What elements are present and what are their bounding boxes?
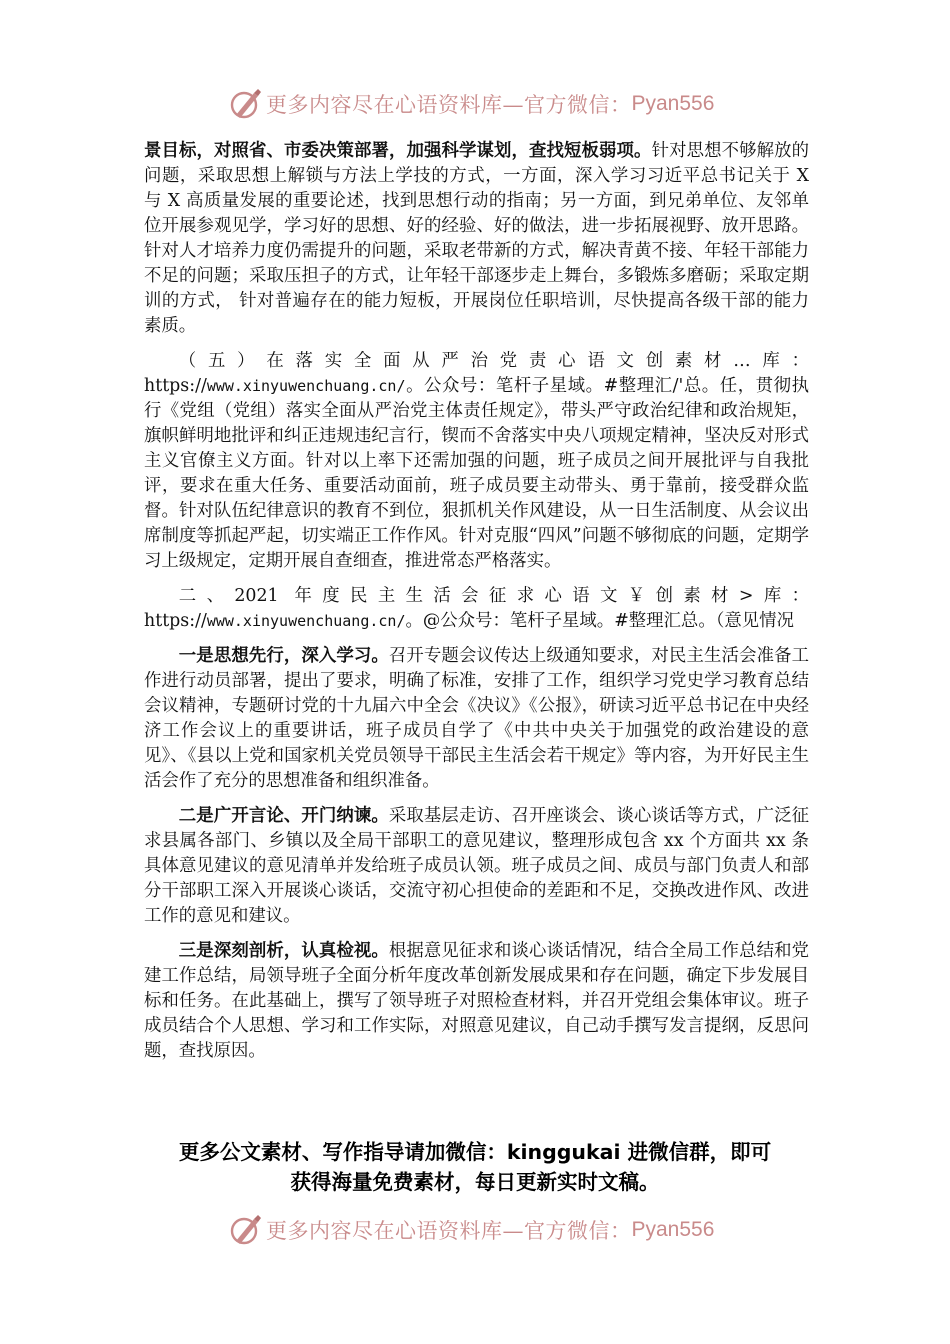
paragraph-1-bold: 景目标，对照省、市委决策部署，加强科学谋划，查找短板弱项。 [144,141,652,161]
paragraph-2-text: 。公众号：笔杆子星域。#整理汇/'总。任，贯彻执行《党组（党组）落实全面从严治党主体责任规定》，带头严守政治纪律和政治规矩，旗帜鲜明地批评和纠正违规违纪言行，锲而不舍落实中央八项规定精神，坚决反对形式主义官僚主义方面。针对以上率下还需加强的问题，班子成员之间开展批评与自我批评，要求在重大任务、重要活动面前，班子成员要主动带头、勇于靠前，接受群众监督。针对队伍纪律意识的教育不到位，狠抓机关作风建设，从一日生活制度、从会议出席制度等抓起严起，切实端正工作作风。针对克服“四风”问题不够彻底的问题，定期学习上级规定，定期开展自查细查，推进常态严格落实。 [144,376,809,571]
paragraph-3-url: www.xinyuwenchuang.cn/ [206,612,406,630]
paragraph-2-url: www.xinyuwenchuang.cn/ [206,377,406,395]
promo-line-2: 获得海量免费素材，每日更新实时文稿。 [290,1170,660,1194]
paragraph-1 [144,139,809,339]
footer-banner [228,1210,714,1250]
banner-text: 更多内容尽在心语资料库—官方微信： [266,93,632,117]
paragraph-1-text: 针对思想不够解放的问题，采取思想上解锁与方法上学技的方式，一方面，深入学习习近平总书记关于 X 与 X 高质量发展的重要论述，找到思想行动的指南；另一方面，到兄弟单位、友邻单位开展参观见学，学习好的思想、好的经验、好的做法，进一步拓展视野、放开思路。针对人才培养力度仍需提升的问题，采取老带新的方式，解决青黄不接、年轻干部能力不足的问题；采取压担子的方式，让年轻干部逐步走上舞台，多锻炼多磨砺；采取定期训的方式， 针对普遍存在的能力短板，开展岗位任职培训，尽快提高各级干部的能力素质。 [144,141,809,336]
paragraph-6 [144,939,809,1064]
pen-logo-icon [228,1213,262,1247]
paragraph-6-text: 根据意见征求和谈心谈话情况，结合全局工作总结和党建工作总结，局领导班子全面分析年度改革创新发展成果和存在问题，确定下步发展目标和任务。在此基础上，撰写了领导班子对照检查材料，并召开党组会集体审议。班子成员结合个人思想、学习和工作实际，对照意见建议，自己动手撰写发言提纲，反思问题，查找原因。 [144,941,809,1061]
promo-line-1: 更多公文素材、写作指导请加微信：kinggukai 进微信群，即可 [178,1140,772,1164]
paragraph-2-head: （五）在落实全面从严治党责心语文创素材…库：https:// [144,351,809,396]
paragraph-4-bold: 一是思想先行，深入学习。 [178,646,389,666]
paragraph-3-head: 二、2021 年度民主生活会征求心语文￥创素材>库：https:// [144,586,809,631]
paragraph-6-bold: 三是深刻剖析，认真检视。 [178,941,389,961]
paragraph-3 [144,584,809,634]
document-body [144,139,809,1064]
paragraph-5-bold: 二是广开言论、开门纳谏。 [178,806,389,826]
banner-wechat-id: Pyan556 [631,92,715,115]
paragraph-4 [144,644,809,794]
paragraph-4-text: 召开专题会议传达上级通知要求，对民主生活会准备工作进行动员部署，提出了要求，明确了标准，安排了工作，组织学习党史学习教育总结会议精神，专题研讨党的十九届六中全会《决议》《公报》，研读习近平总书记在中央经济工作会议上的重要讲话，班子成员自学了《中共中央关于加强党的政治建设的意见》、《县以上党和国家机关党员领导干部民主生活会若干规定》等内容，为开好民主生活会作了充分的思想准备和组织准备。 [144,646,809,791]
header-banner [228,84,714,124]
promo-footer [130,1137,820,1197]
banner-text: 更多内容尽在心语资料库—官方微信： [266,1219,632,1243]
paragraph-5 [144,804,809,929]
paragraph-3-text: 。@公众号：笔杆子星域。#整理汇总。（意见情况 [405,611,794,631]
banner-wechat-id: Pyan556 [631,1218,715,1241]
paragraph-5-text: 采取基层走访、召开座谈会、谈心谈话等方式，广泛征求县属各部门、乡镇以及全局干部职工的意见建议，整理形成包含 xx 个方面共 xx 条具体意见建议的意见清单并发给班子成员认领。班子成员之间、成员与部门负责人和部分干部职工深入开展谈心谈话，交流守初心担使命的差距和不足，交换改进作风、改进工作的意见和建议。 [144,806,809,926]
pen-logo-icon [228,87,262,121]
paragraph-2 [144,349,809,574]
